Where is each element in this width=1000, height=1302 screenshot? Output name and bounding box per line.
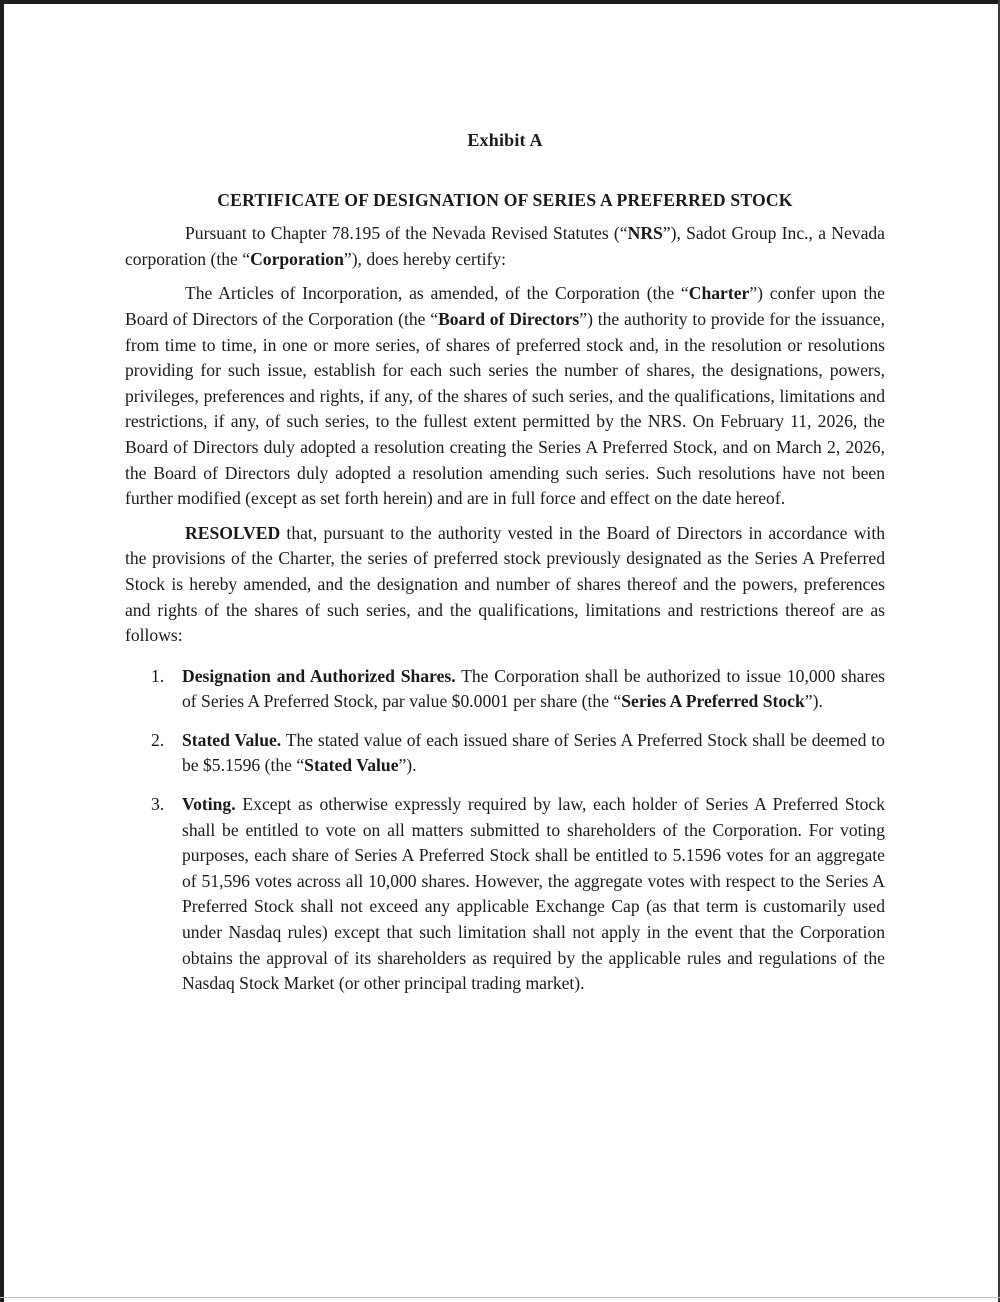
section-number: 2. bbox=[151, 729, 165, 750]
section-item bbox=[125, 664, 885, 715]
intro-defined-term-corporation: Corporation bbox=[250, 248, 344, 269]
section-text-2: ”). bbox=[804, 691, 823, 712]
section-defined-term: Stated Value bbox=[304, 755, 399, 776]
section-text-1: The Corporation shall be authorized to issue 10,000 shares of Series A Preferred Stock, par value $0.0001 per share (the “ bbox=[182, 665, 886, 712]
resolved-text: that, pursuant to the authority vested in the Board of Directors in accordance with the provisions of the Charter, the series of preferred stock previously designated as the Series A Preferred Stock is hereby amended, and the designation and number of shares thereof and the powers, preferences and rights of the shares of such series, and the qualifications, limitations and restrictions thereof are as follows: bbox=[125, 522, 885, 646]
section-text-2: ”). bbox=[398, 755, 417, 776]
recitals-text-1: The Articles of Incorporation, as amended, of the Corporation (the “ bbox=[185, 283, 689, 304]
section-number: 3. bbox=[151, 794, 165, 815]
scan-border-top bbox=[0, 0, 1000, 4]
scan-border-bottom bbox=[0, 1297, 1000, 1298]
section-heading: Designation and Authorized Shares. bbox=[182, 665, 456, 686]
intro-text-1: Pursuant to Chapter 78.195 of the Nevada Revised Statutes (“ bbox=[185, 223, 628, 244]
section-number: 1. bbox=[151, 665, 165, 686]
sections-list bbox=[125, 664, 885, 997]
resolved-keyword: RESOLVED bbox=[185, 522, 281, 543]
resolved-paragraph bbox=[125, 521, 885, 649]
section-item bbox=[125, 792, 885, 997]
section-heading: Stated Value. bbox=[182, 729, 282, 750]
section-defined-term: Series A Preferred Stock bbox=[621, 691, 805, 712]
intro-text-3: ”), does hereby certify: bbox=[343, 248, 507, 269]
document-page bbox=[125, 128, 885, 1010]
section-text-1: Except as otherwise expressly required by law, each holder of Series A Preferred Stock shall be entitled to vote on all matters submitted to shareholders of the Corporation. For voting purposes, each share of Series A Preferred Stock shall be entitled to 5.1596 votes for an aggregate of 51,596 votes across all 10,000 shares. However, the aggregate votes with respect to the Series A Preferred Stock shall not exceed any applicable Exchange Cap (as that term is customarily used under Nasdaq rules) except that such limitation shall not apply in the event that the Corporation obtains the approval of its shareholders as required by the applicable rules and regulations of the Nasdaq Stock Market (or other principal trading market). bbox=[182, 794, 885, 994]
recitals-text-3: ”) the authority to provide for the issuance, from time to time, in one or more series, of shares of preferred stock and, in the resolution or resolutions providing for such issue, establish for each such series the number of shares, the designations, powers, privileges, preferences and rights, if any, of the shares of such series, and the qualifications, limitations and restrictions, if any, of such series, to the fullest extent permitted by the NRS. On February 11, 2026, the Board of Directors duly adopted a resolution creating the Series A Preferred Stock, and on March 2, 2026, the Board of Directors duly adopted a resolution amending such series. Such resolutions have not been further modified (except as set forth herein) and are in full force and effect on the date hereof. bbox=[125, 308, 885, 509]
section-text-1: The stated value of each issued share of Series A Preferred Stock shall be deemed to be $5.1596 (the “ bbox=[182, 729, 885, 776]
recitals-paragraph bbox=[125, 281, 885, 511]
recitals-defined-term-charter: Charter bbox=[688, 283, 750, 304]
intro-text-2: ”), Sadot Group Inc., a Nevada corporation (the “ bbox=[125, 223, 885, 269]
intro-paragraph bbox=[125, 221, 885, 272]
recitals-defined-term-board: Board of Directors bbox=[438, 308, 580, 329]
recitals-text-2: ”) confer upon the Board of Directors of the Corporation (the “ bbox=[125, 283, 885, 329]
intro-defined-term-nrs: NRS bbox=[627, 223, 663, 244]
scan-border-left bbox=[0, 0, 4, 1302]
section-heading: Voting. bbox=[182, 794, 236, 815]
exhibit-title: Exhibit A bbox=[467, 130, 543, 150]
section-item bbox=[125, 728, 885, 779]
document-title: CERTIFICATE OF DESIGNATION OF SERIES A PREFERRED STOCK bbox=[217, 189, 793, 210]
